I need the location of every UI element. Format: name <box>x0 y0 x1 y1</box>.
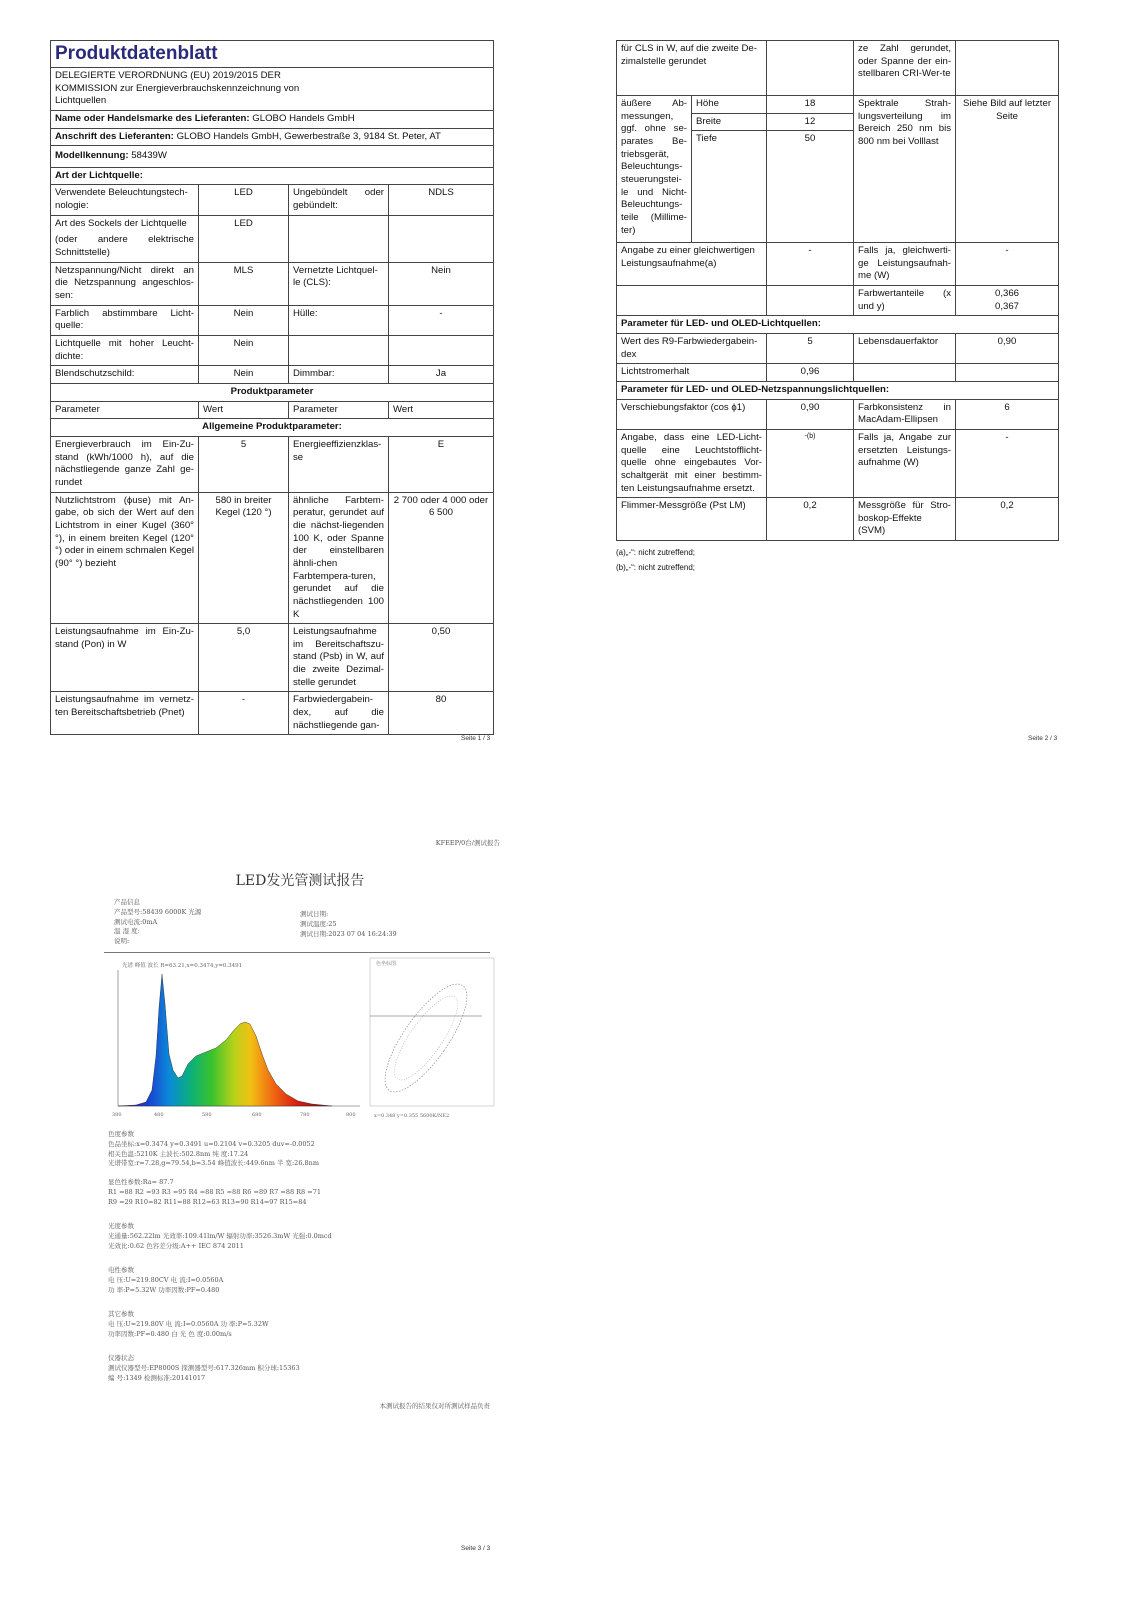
footnote-a: (a)„-“: nicht zutreffend; <box>616 548 695 558</box>
cell: 5 <box>199 436 289 492</box>
cell: Falls ja, Angabe zur ersetzten Leistungs-aufnahme (W) <box>854 429 956 497</box>
macadam-ellipse-inner <box>384 988 468 1088</box>
footnotes <box>616 545 1058 575</box>
cell: Falls ja, gleichwerti-ge Leistungsaufnah-me (W) <box>854 243 956 286</box>
info-line: 说明: <box>114 937 130 945</box>
info-line: 产品信息 <box>114 898 140 906</box>
cell: - <box>956 243 1059 286</box>
param-line: R9 =29 R10=82 R11=88 R12=63 R13=90 R14=97 R15=84 <box>108 1197 307 1206</box>
cell: Energieeffizienzklas-se <box>289 436 389 492</box>
cell <box>289 215 389 262</box>
cell <box>956 285 1059 315</box>
cell <box>617 243 767 286</box>
cell <box>51 215 199 262</box>
table-row <box>51 692 494 735</box>
cell: 5 <box>767 333 854 363</box>
info-line: 温 湿 度: <box>114 927 140 936</box>
spectrum-tick-label: 580 <box>202 1112 212 1118</box>
product-params-heading: Produktparameter <box>51 384 494 402</box>
param-line: 编 号:1349 检测标准:20141017 <box>108 1373 206 1382</box>
table-row <box>51 185 494 215</box>
other-params <box>108 1310 269 1339</box>
param-line: 相关色温:5210K 主波长:502.8nm 纯 度:17.24 <box>108 1149 249 1158</box>
cell: Wert des R9-Farbwiedergabein-dex <box>617 333 767 363</box>
cell: Lichtquelle mit hoher Leucht-dichte: <box>51 336 199 366</box>
cell: Farbwertanteile (x und y) <box>854 285 956 315</box>
cell: Blendschutzschild: <box>51 366 199 384</box>
general-params-heading: Allgemeine Produktparameter: <box>51 419 494 437</box>
cell <box>767 41 854 96</box>
cell <box>956 41 1059 96</box>
cell <box>617 285 767 315</box>
cell <box>289 336 389 366</box>
cell: Angabe, dass eine LED-Licht-quelle eine Leuchtstofflicht-quelle ohne eingebautes Vor-schaltgerät mit einer bestimm-ten Leistungsaufnahme ersetzt. <box>617 429 767 497</box>
product-datasheet-table-1 <box>50 40 494 735</box>
cell <box>767 285 854 315</box>
spectrum-tick-label: 800 <box>346 1112 356 1118</box>
cell: Nein <box>199 336 289 366</box>
light-type-label: Art der Lichtquelle: <box>51 167 494 185</box>
cell: NDLS <box>389 185 494 215</box>
cell: Leistungsaufnahme im Ein-Zu-stand (Pon) in W <box>51 624 199 692</box>
section-title: 色度参数 <box>108 1130 134 1138</box>
cell: Farblich abstimmbare Licht-quelle: <box>51 305 199 335</box>
cell: Nein <box>199 366 289 384</box>
cell: Verwendete Beleuchtungstech-nologie: <box>51 185 199 215</box>
model-id: 58439W <box>131 150 167 162</box>
supplier-name-label: Name oder Handelsmarke des Lieferanten: <box>55 112 250 124</box>
cell: 0,90 <box>956 333 1059 363</box>
cell: Messgröße für Stro-boskop-Effekte (SVM) <box>854 498 956 541</box>
table-row <box>51 624 494 692</box>
cell: Verschiebungsfaktor (cos ϕ1) <box>617 399 767 429</box>
cell: 580 in breiter Kegel (120 °) <box>199 492 289 624</box>
cell-text: 0,366 <box>995 287 1020 299</box>
cell: 6 <box>956 399 1059 429</box>
regulation-text: DELEGIERTE VERORDNUNG (EU) 2019/2015 DER KOMMISSION zur Energieverbrauchskennzeichnung von Lichtquellen <box>51 67 494 110</box>
cie-readout: x=0.348 y=0.355 5600K/NE2 <box>374 1113 450 1119</box>
supplier-name-row <box>51 110 494 128</box>
table-row <box>51 436 494 492</box>
column-header: Wert <box>199 401 289 419</box>
cell: 0,2 <box>767 498 854 541</box>
table-row <box>617 364 1059 382</box>
datasheet-title: Produktdatenblatt <box>51 41 494 68</box>
supplier-address-label: Anschrift des Lieferanten: <box>55 130 174 142</box>
cell: Ungebündelt oder gebündelt: <box>289 185 389 215</box>
table-row <box>617 429 1059 497</box>
table-row <box>617 41 1059 96</box>
supplier-name: GLOBO Handels GmbH <box>252 112 355 124</box>
table-row <box>51 492 494 624</box>
cell: 0,50 <box>389 624 494 692</box>
cell: ze Zahl gerundet, oder Spanne der ein-stellbaren CRI-Wer-te <box>854 41 956 96</box>
instrument-status <box>108 1354 300 1383</box>
color-params <box>108 1130 319 1169</box>
cell: E <box>389 436 494 492</box>
cell: 12 <box>767 113 854 131</box>
table-row <box>51 336 494 366</box>
cell: Netzspannung/Nicht direkt an die Netzspannung angeschlos-sen: <box>51 262 199 305</box>
mls-params-heading: Parameter für LED- und OLED-Netzspannungslichtquellen: <box>617 381 1059 399</box>
cell: Nein <box>199 305 289 335</box>
info-line: 测试温度:25 <box>300 919 337 928</box>
cell: Farbwiedergabein-dex, auf die nächstliegende gan- <box>289 692 389 735</box>
table-row <box>51 305 494 335</box>
cell <box>389 336 494 366</box>
cell: 5,0 <box>199 624 289 692</box>
table-row <box>51 215 494 262</box>
spectrum-tick-label: 380 <box>112 1112 122 1118</box>
table-row <box>51 366 494 384</box>
cie-diagram <box>368 954 498 1124</box>
cell: - <box>956 429 1059 497</box>
cell: Siehe Bild auf letzter Seite <box>956 96 1059 243</box>
cell: 0,2 <box>956 498 1059 541</box>
cell: MLS <box>199 262 289 305</box>
section-title: 光度参数 <box>108 1222 134 1230</box>
column-header: Wert <box>389 401 494 419</box>
info-line: 测试电流:0mA <box>114 917 158 926</box>
cie-frame <box>370 958 494 1106</box>
cell: Nutzlichtstrom (ϕuse) mit An-gabe, ob sich der Wert auf den Lichtstrom in einer Kugel (360° °), in einem breiten Kegel (120°°) oder in einem schmalen Kegel (90° °) bezieht <box>51 492 199 624</box>
cie-label: 色坐标图 <box>376 961 397 967</box>
cell: für CLS in W, auf die zweite De-zimalstelle gerundet <box>617 41 767 96</box>
divider <box>104 952 490 953</box>
test-report <box>100 820 500 1460</box>
spectrum-note: 光谱 峰值 波长 R=63.21,x=0.3474,y=0.3491 <box>122 963 243 969</box>
table-row <box>617 498 1059 541</box>
param-line: 光通量:562.22lm 光效率:109.41lm/W 辐射功率:3526.3mW 光强:0.0mcd <box>108 1231 332 1240</box>
supplier-address-row <box>51 128 494 146</box>
cell: - <box>199 692 289 735</box>
cell: 18 <box>767 96 854 114</box>
cell: - <box>389 305 494 335</box>
cell: ähnliche Farbtem-peratur, gerundet auf die nächst-liegenden 100 K, oder Spanne der einstellbaren ähnli-chen Farbtempera-turen, gerundet auf die nächstliegenden 100 K <box>289 492 389 624</box>
report-title: LED发光管测试报告 <box>235 873 365 889</box>
section-title: 仪器状态 <box>108 1354 134 1362</box>
report-header: KFEEP/0台/测试报告 <box>435 839 500 847</box>
param-line: 光谱带宽:r=7.28,g=79.54,b=3.54 峰值波长:449.6nm 半 宽:26.8nm <box>108 1159 320 1168</box>
section-title: 电性参数 <box>108 1266 134 1274</box>
product-info-left <box>114 898 201 947</box>
cell: Energieverbrauch im Ein-Zu-stand (kWh/1000 h), auf die nächstliegende ganze Zahl ge-rundet <box>51 436 199 492</box>
cell: Leistungsaufnahme im vernetz-ten Bereitschaftsbetrieb (Pnet) <box>51 692 199 735</box>
cell: Spektrale Strah-lungsverteilung im Bereich 250 nm bis 800 nm bei Volllast <box>854 96 956 243</box>
cell: Lichtstromerhalt <box>617 364 767 382</box>
section-title: 其它参数 <box>108 1310 134 1318</box>
product-datasheet-table-2 <box>616 40 1059 541</box>
spectrum-chart <box>102 956 364 1124</box>
model-label: Modellkennung: <box>55 150 129 162</box>
cell: LED <box>199 185 289 215</box>
cell: -(b) <box>767 429 854 497</box>
cell: Dimmbar: <box>289 366 389 384</box>
column-header: Parameter <box>289 401 389 419</box>
cell: äußere Ab-messungen, ggf. ohne se-parates Be-triebsgerät, Beleuchtungs-steuerungstei-le und Nicht-Beleuchtungs-teile (Millime-ter) <box>617 96 692 243</box>
page-number-2: Seite 2 / 3 <box>1028 735 1058 742</box>
info-line: 测试日期: <box>300 910 329 918</box>
cell: 2 700 oder 4 000 oder 6 500 <box>389 492 494 624</box>
cell: Leistungsaufnahme im Bereitschaftszu-stand (Psb) in W, auf die zweite Dezimal-stelle gerundet <box>289 624 389 692</box>
led-params-heading: Parameter für LED- und OLED-Lichtquellen: <box>617 316 1059 334</box>
cell: Farbkonsistenz in MacAdam-Ellipsen <box>854 399 956 429</box>
cell <box>854 364 956 382</box>
cell <box>956 364 1059 382</box>
report-footer: 本测试报告的结果仅对所测试样品负责 <box>379 1402 490 1410</box>
cell: 50 <box>767 131 854 243</box>
cell: Vernetzte Lichtquel-le (CLS): <box>289 262 389 305</box>
page-number-1: Seite 1 / 3 <box>461 735 491 742</box>
cell: 0,90 <box>767 399 854 429</box>
model-row <box>51 146 494 168</box>
table-row <box>51 262 494 305</box>
macadam-ellipse-outer <box>371 973 480 1103</box>
column-header: Parameter <box>51 401 199 419</box>
cell: Hülle: <box>289 305 389 335</box>
footnote-b: (b)„-“: nicht zutreffend; <box>616 563 695 573</box>
table-row <box>617 96 1059 114</box>
page-1 <box>50 40 493 735</box>
product-info-right <box>300 910 397 939</box>
cell: Flimmer-Messgröße (Pst LM) <box>617 498 767 541</box>
param-line: 电 压:U=219.80V 电 流:I=0.0560A 功 率:P=5.32W <box>108 1319 269 1328</box>
param-line: R1 =88 R2 =93 R3 =95 R4 =88 R5 =88 R6 =89 R7 =88 R8 =71 <box>108 1187 321 1196</box>
supplier-address: GLOBO Handels GmbH, Gewerbestraße 3, 9184 St. Peter, AT <box>176 130 441 142</box>
render-params <box>108 1178 321 1207</box>
table-row <box>617 243 1059 286</box>
electrical-params <box>108 1266 223 1295</box>
cell: 0,96 <box>767 364 854 382</box>
param-line: 电 压:U=219.80CV 电 流:I=0.0560A <box>108 1275 224 1284</box>
page-2 <box>616 40 1058 576</box>
cell: Ja <box>389 366 494 384</box>
table-row <box>617 399 1059 429</box>
info-line: 测试日期:2023 07 04 16:24:39 <box>300 929 397 938</box>
param-line: 功 率:P=5.32W 功率因数:PF=0.480 <box>108 1285 220 1294</box>
spectrum-tick-label: 680 <box>252 1112 262 1118</box>
cell: 80 <box>389 692 494 735</box>
cell <box>389 215 494 262</box>
param-line: 光效比:0.62 色容差分级:A++ IEC 874 2011 <box>108 1241 244 1250</box>
section-title: 显色性参数:Ra= 87.7 <box>108 1178 174 1186</box>
cell: Breite <box>692 113 767 131</box>
info-line: 产品型号:58439 6000K 光源 <box>114 907 202 916</box>
param-line: 色品坐标:x=0.3474 y=0.3491 u=0.2104 v=0.3205 duv=-0.0052 <box>108 1139 315 1148</box>
cell: - <box>767 243 854 286</box>
cell-text: Art des Sockels der Lichtquelle <box>55 217 187 229</box>
table-row <box>617 333 1059 363</box>
cell: Lebensdauerfaktor <box>854 333 956 363</box>
cell-text: (oder andere elektrische Schnittstelle) <box>55 234 194 259</box>
cell: LED <box>199 215 289 262</box>
table-row <box>617 285 1059 315</box>
cell-text: 0,367 <box>995 300 1020 312</box>
param-line: 功率因数:PF=0.480 白 光 色 度:0.00m/s <box>108 1329 232 1338</box>
spectrum-tick-label: 780 <box>300 1112 310 1118</box>
cell: Höhe <box>692 96 767 114</box>
page-number-3: Seite 3 / 3 <box>461 1545 491 1552</box>
cell: Nein <box>389 262 494 305</box>
table-header-row <box>51 401 494 419</box>
spectrum-curve <box>118 974 332 1106</box>
cell-text: Angabe zu einer gleichwertigen Leistungsaufnahme(a) <box>621 245 755 269</box>
cell: Tiefe <box>692 131 767 243</box>
spectrum-tick-label: 480 <box>154 1112 164 1118</box>
photometric-params <box>108 1222 332 1251</box>
param-line: 测试仪器型号:EP8000S 探测器型号:617.326mm 积分球:15363 <box>108 1363 300 1372</box>
